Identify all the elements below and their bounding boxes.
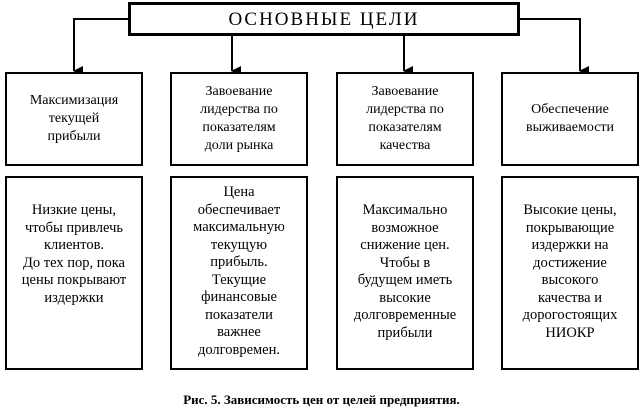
goal-label-market-share: Завоевание лидерства по показателям доли рынка [200, 84, 278, 153]
goal-box-survival [501, 72, 639, 166]
detail-box-market-share [170, 176, 308, 370]
goal-box-max-profit [5, 72, 143, 166]
figure-caption: Рис. 5. Зависимость цен от целей предприятия. [183, 392, 460, 407]
goal-label-quality: Завоевание лидерства по показателям качества [366, 84, 444, 153]
goal-box-market-share [170, 72, 308, 166]
detail-text-market-share: Цена обеспечивает максимальную текущую прибыль. Текущие финансовые показатели важнее долговремен. [193, 184, 285, 358]
detail-box-quality [336, 176, 474, 370]
detail-box-max-profit [5, 176, 143, 370]
goal-box-quality [336, 72, 474, 166]
goal-label-survival: Обеспечение выживаемости [525, 102, 615, 135]
detail-text-survival: Высокие цены, покрывающие издержки на достижение высокого качества и дорогостоящих НИОКР [522, 202, 618, 341]
title-box [128, 2, 520, 36]
detail-text-max-profit: Низкие цены, чтобы привлечь клиентов. До тех пор, пока цены покрывают издержки [21, 202, 127, 306]
detail-text-quality: Максимально возможное снижение цен. Чтобы в будущем иметь высокие долговременные прибыли [353, 202, 457, 341]
detail-box-survival [501, 176, 639, 370]
goal-label-max-profit: Максимизация текущей прибыли [29, 93, 119, 144]
diagram-title: ОСНОВНЫЕ ЦЕЛИ [228, 8, 420, 30]
